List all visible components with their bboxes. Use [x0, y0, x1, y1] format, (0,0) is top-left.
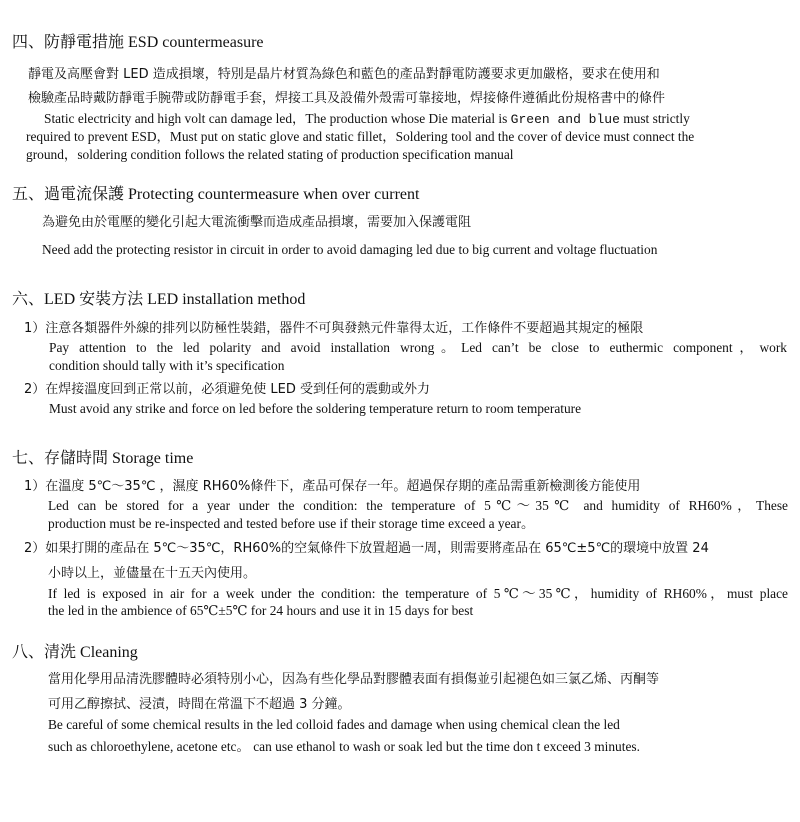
section-number: 五、 [12, 186, 45, 203]
paragraph-zh-line: 為避免由於電壓的變化引起大電流衝擊而造成產品損壞，需要加入保護電阻 [42, 215, 472, 230]
list-item-zh-continued: 小時以上，並儘量在十五天內使用。 [48, 566, 257, 581]
text-run: Static electricity and high volt can damage led，The production whose Die material is [44, 111, 511, 126]
list-item-en: Pay attention to the led polarity and avoid installation wrong。Led can’t be close to euthermic component，work [49, 340, 787, 355]
section-heading-over-current [12, 185, 419, 205]
section-title: 過電流保護 Protecting countermeasure when over current [44, 186, 420, 203]
list-item-en: If led is exposed in air for a week under the condition: the temperature of 5℃～35℃，humidity of RH60%，must place [48, 586, 788, 601]
list-marker: 1） [24, 321, 46, 336]
list-item-en: Led can be stored for a year under the condition: the temperature of 5℃～35℃ and humidity of RH60%，These [48, 498, 788, 513]
section-number: 八、 [12, 644, 45, 661]
section-number: 六、 [12, 291, 45, 308]
list-marker: 2） [24, 541, 46, 556]
list-marker: 1） [24, 479, 46, 494]
section-number: 四、 [12, 34, 45, 51]
list-item-zh [24, 381, 430, 399]
section-heading-storage [12, 449, 193, 469]
list-text: 注意各類器件外線的排列以防極性裝錯，器件不可與發熱元件靠得太近，工作條件不要超過其規定的極限 [45, 321, 644, 336]
list-text: 如果打開的產品在 5℃～35℃，RH60%的空氣條件下放置超過一周，則需要將產品在 65℃±5℃的環境中放置 24 [45, 541, 709, 556]
section-title: 防靜電措施 ESD countermeasure [44, 34, 264, 51]
paragraph-zh-line: 可用乙醇擦拭、浸漬，時間在常溫下不超過 3 分鐘。 [48, 697, 351, 712]
list-text: 在焊接溫度回到正常以前，必須避免使 LED 受到任何的震動或外力 [45, 382, 431, 397]
section-heading-esd [12, 33, 264, 53]
section-heading-installation [12, 290, 305, 310]
paragraph-zh-line: 靜電及高壓會對 LED 造成損壞，特別是晶片材質為綠色和藍色的產品對靜電防護要求更加嚴格，要求在使用和 [28, 67, 660, 82]
section-heading-cleaning [12, 643, 138, 663]
list-item-zh [24, 320, 643, 338]
list-item-en: condition should tally with it’s specification [49, 358, 285, 373]
paragraph-en-line: Need add the protecting resistor in circuit in order to avoid damaging led due to big current and voltage fluctuation [42, 242, 658, 257]
section-number: 七、 [12, 450, 45, 467]
list-marker: 2） [24, 382, 46, 397]
section-title: 存儲時間 Storage time [44, 450, 194, 467]
paragraph-en-line: Be careful of some chemical results in the led colloid fades and damage when using chemical clean the led [48, 717, 620, 732]
list-item-en: Must avoid any strike and force on led before the soldering temperature return to room temperature [49, 401, 582, 416]
paragraph-zh-line: 檢驗產品時戴防靜電手腕帶或防靜電手套，焊接工具及設備外殼需可靠接地，焊接條件遵循此份規格書中的條件 [28, 91, 666, 106]
list-text: 在溫度 5℃～35℃ ，濕度 RH60%條件下，產品可保存一年。超過保存期的產品需重新檢測後方能使用 [45, 479, 641, 494]
list-item-zh [24, 540, 709, 558]
list-item-zh [24, 478, 640, 496]
list-item-en: the led in the ambience of 65℃±5℃ for 24 hours and use it in 15 days for best [48, 603, 474, 618]
text-run-mono: Green and blue [510, 112, 620, 127]
paragraph-en-line: such as chloroethylene, acetone etc。 can use ethanol to wash or soak led but the time don t exceed 3 minutes. [48, 739, 640, 754]
paragraph-zh-line: 當用化學用品清洗膠體時必須特別小心，因為有些化學品對膠體表面有損傷並引起褪色如三氯乙烯、丙酮等 [48, 672, 660, 687]
section-title: 清洗 Cleaning [44, 644, 138, 661]
text-run: must strictly [619, 111, 690, 126]
paragraph-en-line: required to prevent ESD，Must put on static glove and static fillet，Soldering tool and the cover of device must connect the [26, 129, 695, 144]
list-item-en: production must be re-inspected and tested before use if their storage time exceed a year。 [48, 516, 535, 531]
paragraph-en-line: ground，soldering condition follows the related stating of production specification manual [26, 147, 514, 162]
section-title: LED 安裝方法 LED installation method [44, 291, 306, 308]
paragraph-en-line [44, 110, 690, 129]
